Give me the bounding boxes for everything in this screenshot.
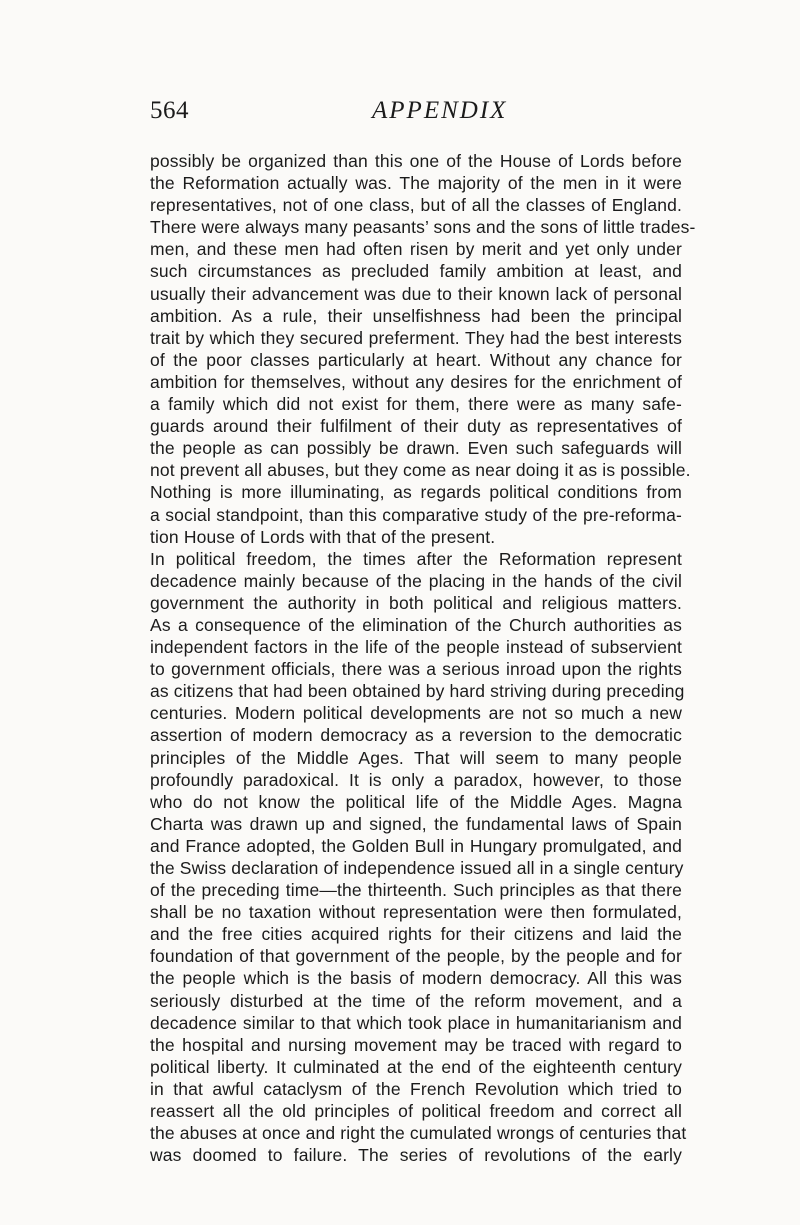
text-line: trait by which they secured preferment. They had the best interests bbox=[150, 327, 682, 348]
page-number: 564 bbox=[150, 97, 189, 124]
text-line: and the free cities acquired rights for their citizens and laid the bbox=[150, 924, 682, 945]
text-line: the abuses at once and right the cumulated wrongs of centuries that bbox=[150, 1123, 687, 1144]
text-line: the Reformation actually was. The majority of the men in it were bbox=[150, 173, 682, 194]
text-line: There were always many peasants’ sons and the sons of little trades- bbox=[150, 217, 696, 238]
text-line: reassert all the old principles of political freedom and correct all bbox=[150, 1101, 682, 1122]
running-head: APPENDIX bbox=[372, 97, 508, 124]
text-line: As a consequence of the elimination of the Church authorities as bbox=[150, 614, 682, 635]
text-line: in that awful cataclysm of the French Revolution which tried to bbox=[150, 1078, 682, 1099]
text-line: shall be no taxation without representation were then formulated, bbox=[150, 902, 682, 923]
text-line: assertion of modern democracy as a reversion to the democratic bbox=[150, 725, 682, 746]
text-line: profoundly paradoxical. It is only a paradox, however, to those bbox=[150, 769, 682, 790]
text-line: of the preceding time—the thirteenth. Such principles as that there bbox=[150, 880, 682, 901]
body-text bbox=[150, 150, 696, 1166]
text-line: the people as can possibly be drawn. Even such safeguards will bbox=[150, 438, 682, 459]
text-line: a social standpoint, than this comparative study of the pre-reforma- bbox=[150, 504, 682, 525]
text-line: independent factors in the life of the people instead of subservient bbox=[150, 637, 682, 658]
text-line: usually their advancement was due to their known lack of personal bbox=[150, 283, 682, 304]
text-line: of the poor classes particularly at heart. Without any chance for bbox=[150, 349, 682, 370]
text-line: ambition for themselves, without any desires for the enrichment of bbox=[150, 371, 682, 392]
text-line: who do not know the political life of the Middle Ages. Magna bbox=[150, 791, 682, 812]
text-line: decadence mainly because of the placing in the hands of the civil bbox=[150, 570, 682, 591]
text-line: possibly be organized than this one of the House of Lords before bbox=[150, 151, 682, 171]
text-line: the hospital and nursing movement may be traced with regard to bbox=[150, 1034, 682, 1055]
text-line: political liberty. It culminated at the end of the eighteenth century bbox=[150, 1056, 682, 1077]
text-line: ambition. As a rule, their unselfishness had been the principal bbox=[150, 305, 682, 326]
text-line: government the authority in both political and religious matters. bbox=[150, 592, 682, 613]
text-line: the people which is the basis of modern democracy. All this was bbox=[150, 968, 682, 989]
text-line: centuries. Modern political developments are not so much a new bbox=[150, 703, 682, 724]
text-line: the Swiss declaration of independence issued all in a single century bbox=[150, 858, 684, 878]
text-line: men, and these men had often risen by merit and yet only under bbox=[150, 239, 682, 260]
page-header bbox=[150, 97, 682, 133]
text-line: guards around their fulfilment of their duty as representatives of bbox=[150, 416, 682, 437]
text-line: tion House of Lords with that of the present. bbox=[150, 526, 496, 547]
text-line: In political freedom, the times after the Reformation represent bbox=[150, 548, 682, 569]
text-line: foundation of that government of the people, by the people and for bbox=[150, 946, 682, 967]
text-line: seriously disturbed at the time of the reform movement, and a bbox=[150, 990, 682, 1011]
text-line: Charta was drawn up and signed, the fundamental laws of Spain bbox=[150, 813, 682, 834]
text-line: as citizens that had been obtained by hard striving during preceding bbox=[150, 681, 685, 702]
text-line: representatives, not of one class, but of all the classes of England. bbox=[150, 195, 682, 216]
text-line: to government officials, there was a serious inroad upon the rights bbox=[150, 659, 682, 680]
text-line: decadence similar to that which took place in humanitarianism and bbox=[150, 1012, 682, 1033]
text-line: a family which did not exist for them, there were as many safe- bbox=[150, 394, 682, 415]
text-line: Nothing is more illuminating, as regards political conditions from bbox=[150, 482, 682, 503]
text-line: and France adopted, the Golden Bull in Hungary promulgated, and bbox=[150, 835, 682, 856]
text-line: was doomed to failure. The series of revolutions of the early bbox=[150, 1145, 682, 1166]
text-line: such circumstances as precluded family ambition at least, and bbox=[150, 261, 682, 282]
text-line: principles of the Middle Ages. That will seem to many people bbox=[150, 747, 682, 768]
text-line: not prevent all abuses, but they come as near doing it as is possible. bbox=[150, 460, 691, 481]
